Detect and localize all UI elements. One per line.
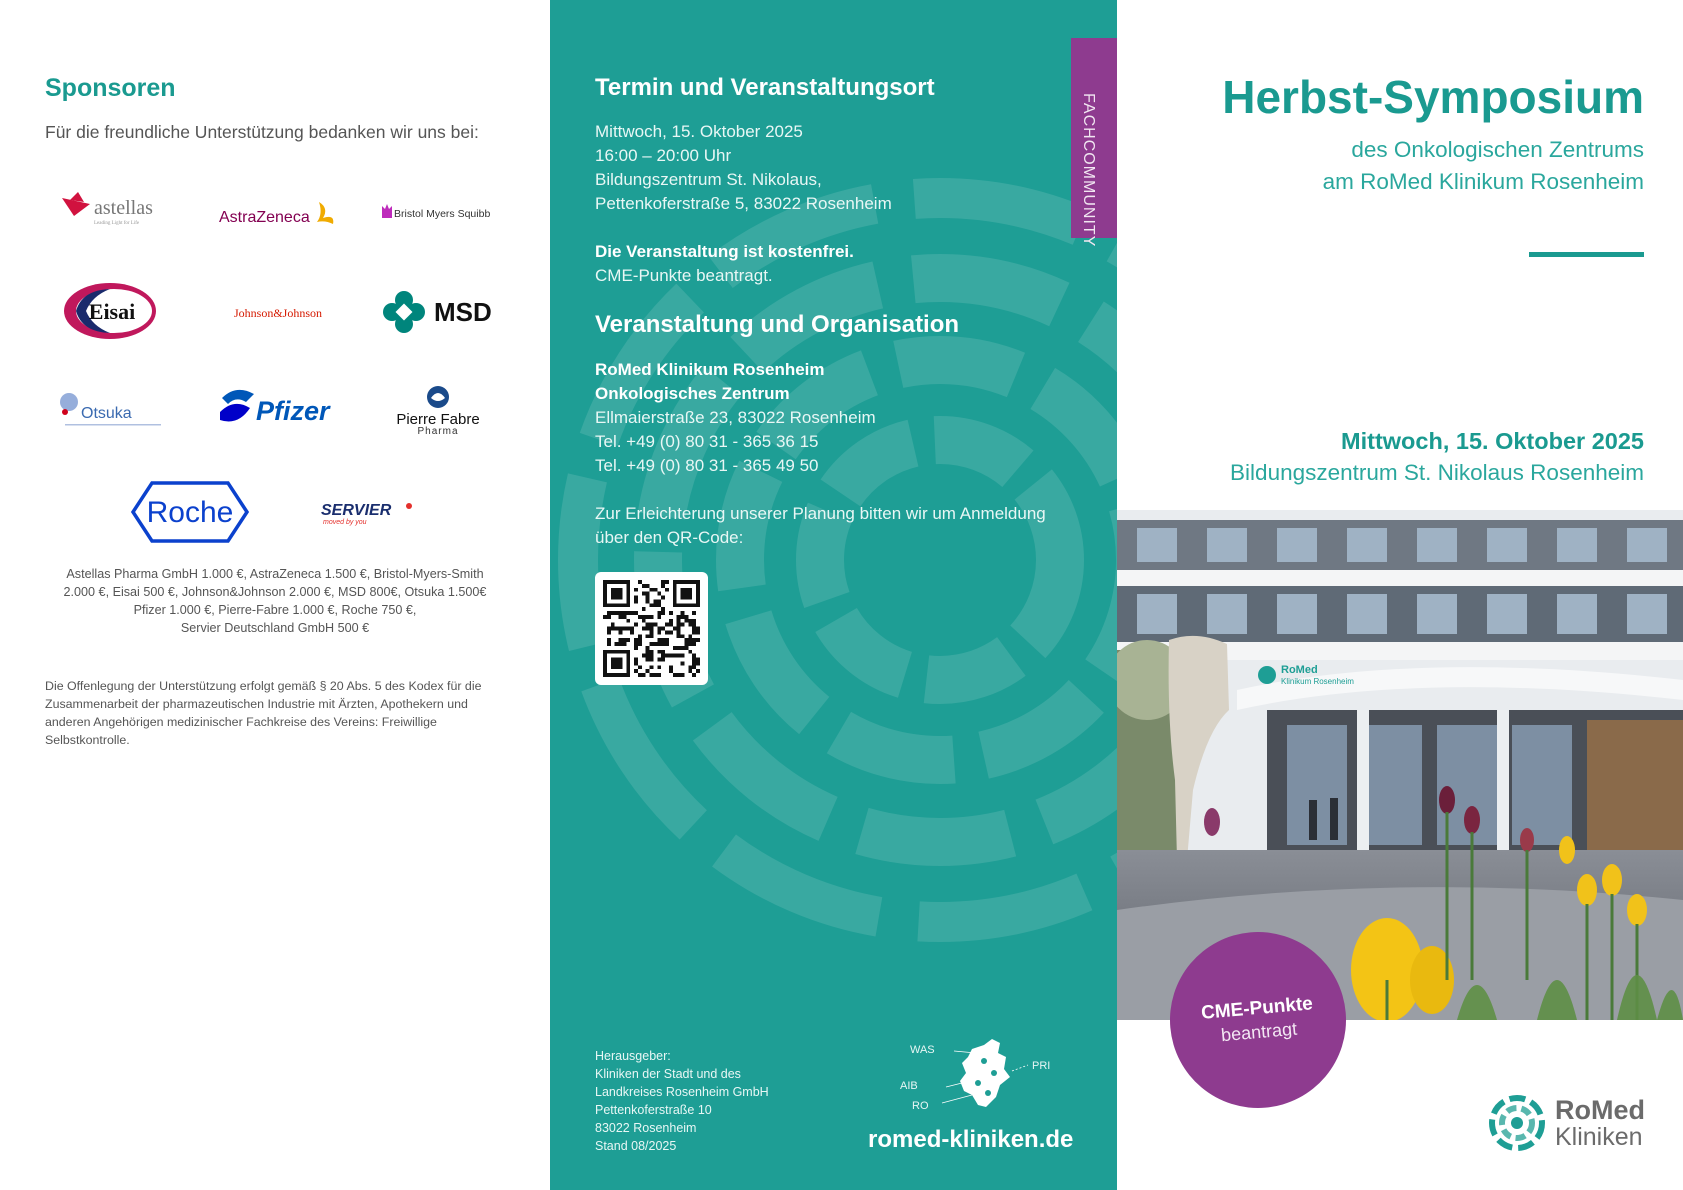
jnj-wordmark: Johnson&Johnson bbox=[233, 306, 323, 320]
servier-wordmark: SERVIER bbox=[321, 502, 392, 519]
termin-details bbox=[595, 120, 892, 216]
amounts-line: 2.000 €, Eisai 500 €, Johnson&Johnson 2.000 €, MSD 800€, Otsuka 1.500€ bbox=[63, 585, 487, 599]
amounts-line: Pfizer 1.000 €, Pierre-Fabre 1.000 €, Roche 750 €, bbox=[133, 603, 417, 617]
cover-panel bbox=[1117, 0, 1683, 1190]
astellas-tagline: Leading Light for Life bbox=[94, 221, 140, 226]
sponsor-amounts bbox=[40, 565, 510, 637]
region-map-shape bbox=[960, 1039, 1010, 1107]
building-sign-sub: Klinikum Rosenheim bbox=[1281, 677, 1354, 686]
eisai-logo bbox=[62, 282, 158, 340]
publisher-line: 83022 Rosenheim bbox=[595, 1121, 697, 1135]
website-link[interactable]: romed-kliniken.de bbox=[868, 1126, 1074, 1153]
pfizer-logo bbox=[216, 384, 342, 438]
astrazeneca-logo bbox=[215, 196, 341, 230]
msd-wordmark: MSD bbox=[434, 297, 492, 327]
event-venue: Bildungszentrum St. Nikolaus, bbox=[595, 170, 822, 189]
pierre-fabre-logo bbox=[375, 384, 501, 438]
astellas-logo bbox=[60, 186, 170, 232]
map-label-pri: PRI bbox=[1032, 1060, 1051, 1072]
romed-logo-sub: Kliniken bbox=[1555, 1123, 1643, 1151]
org-heading: Veranstaltung und Organisation bbox=[595, 311, 960, 338]
publisher-line: Pettenkoferstraße 10 bbox=[595, 1103, 712, 1117]
org-name: RoMed Klinikum Rosenheim bbox=[595, 360, 825, 379]
romed-logo-icon bbox=[1487, 1093, 1547, 1153]
map-label-aib: AIB bbox=[900, 1080, 918, 1092]
subtitle-line: am RoMed Klinikum Rosenheim bbox=[1322, 169, 1644, 194]
registration-line: über den QR-Code: bbox=[595, 528, 744, 547]
publisher-line: Kliniken der Stadt und des bbox=[595, 1067, 741, 1081]
servier-tagline: moved by you bbox=[323, 519, 367, 526]
registration-line: Zur Erleichterung unserer Planung bitten wir um Anmeldung bbox=[595, 504, 1046, 523]
org-tel-2: Tel. +49 (0) 80 31 - 365 49 50 bbox=[595, 456, 819, 475]
event-date: Mittwoch, 15. Oktober 2025 bbox=[595, 122, 803, 141]
info-panel bbox=[550, 0, 1117, 1190]
sponsors-panel bbox=[0, 0, 550, 1190]
sponsors-title: Sponsoren bbox=[45, 74, 176, 102]
cover-subtitle bbox=[1323, 134, 1644, 198]
otsuka-wordmark: Otsuka bbox=[81, 405, 132, 422]
disclosure-text: Die Offenlegung der Unterstützung erfolgt gemäß § 20 Abs. 5 des Kodex für die Zusammenarbeit der pharmazeutischen Industrie mit Ärzten, Apothekern und anderen Angehörigen medizinischer Fachkreise des Vereins: Freiwillige Selbstkontrolle. bbox=[45, 679, 482, 747]
registration-text bbox=[595, 502, 1046, 550]
cme-badge-title: CME-Punkte bbox=[1200, 992, 1314, 1024]
bms-wordmark: Bristol Myers Squibb bbox=[394, 208, 491, 220]
org-details bbox=[595, 358, 876, 478]
building-photo bbox=[1117, 510, 1683, 1020]
map-label-was: WAS bbox=[910, 1044, 935, 1056]
publisher-line: Herausgeber: bbox=[595, 1049, 671, 1063]
servier-logo bbox=[313, 496, 419, 530]
astrazeneca-wordmark: AstraZeneca bbox=[219, 209, 310, 226]
romed-logo-text bbox=[1555, 1096, 1645, 1150]
fachcommunity-label: FACHCOMMUNITY bbox=[1080, 93, 1097, 248]
org-tel-1: Tel. +49 (0) 80 31 - 365 36 15 bbox=[595, 432, 819, 451]
otsuka-logo bbox=[55, 390, 165, 432]
astellas-wordmark: astellas bbox=[94, 197, 153, 219]
romed-logo bbox=[1487, 1093, 1645, 1153]
cover-title: Herbst-Symposium bbox=[1222, 71, 1644, 123]
region-map bbox=[900, 1035, 1080, 1115]
registration-qr-code[interactable] bbox=[595, 572, 708, 685]
romed-logo-name: RoMed bbox=[1555, 1095, 1645, 1125]
event-time: 16:00 – 20:00 Uhr bbox=[595, 146, 732, 165]
jnj-logo bbox=[220, 300, 336, 324]
cme-badge-status: beantragt bbox=[1220, 1018, 1298, 1045]
fee-info bbox=[595, 240, 854, 288]
org-dept: Onkologisches Zentrum bbox=[595, 384, 790, 403]
accent-divider bbox=[1529, 252, 1644, 257]
cover-date: Mittwoch, 15. Oktober 2025 bbox=[1341, 428, 1644, 454]
free-notice: Die Veranstaltung ist kostenfrei. bbox=[595, 242, 854, 261]
eisai-wordmark: Eisai bbox=[88, 299, 136, 324]
cme-notice: CME-Punkte beantragt. bbox=[595, 266, 773, 285]
org-address: Ellmaierstraße 23, 83022 Rosenheim bbox=[595, 408, 876, 427]
pfizer-wordmark: Pfizer bbox=[256, 396, 330, 426]
amounts-line: Servier Deutschland GmbH 500 € bbox=[180, 621, 370, 635]
amounts-line: Astellas Pharma GmbH 1.000 €, AstraZeneca 1.500 €, Bristol-Myers-Smith bbox=[66, 567, 484, 581]
sponsors-intro: Für die freundliche Unterstützung bedanken wir uns bei: bbox=[45, 122, 479, 142]
building-sign-name: RoMed bbox=[1281, 664, 1318, 676]
termin-heading: Termin und Veranstaltungsort bbox=[595, 74, 935, 101]
publisher-info bbox=[595, 1047, 769, 1155]
msd-logo bbox=[382, 290, 498, 334]
pierre-fabre-wordmark: Pierre Fabre bbox=[396, 411, 480, 428]
cover-venue: Bildungszentrum St. Nikolaus Rosenheim bbox=[1230, 460, 1644, 485]
event-address: Pettenkoferstraße 5, 83022 Rosenheim bbox=[595, 194, 892, 213]
publisher-line: Stand 08/2025 bbox=[595, 1139, 677, 1153]
subtitle-line: des Onkologischen Zentrums bbox=[1351, 137, 1644, 162]
pierre-fabre-sub: Pharma bbox=[417, 426, 459, 437]
roche-wordmark: Roche bbox=[146, 496, 234, 529]
publisher-line: Landkreises Rosenheim GmbH bbox=[595, 1085, 769, 1099]
map-label-ro: RO bbox=[912, 1100, 929, 1112]
roche-logo bbox=[130, 480, 250, 544]
bms-logo bbox=[378, 200, 500, 224]
